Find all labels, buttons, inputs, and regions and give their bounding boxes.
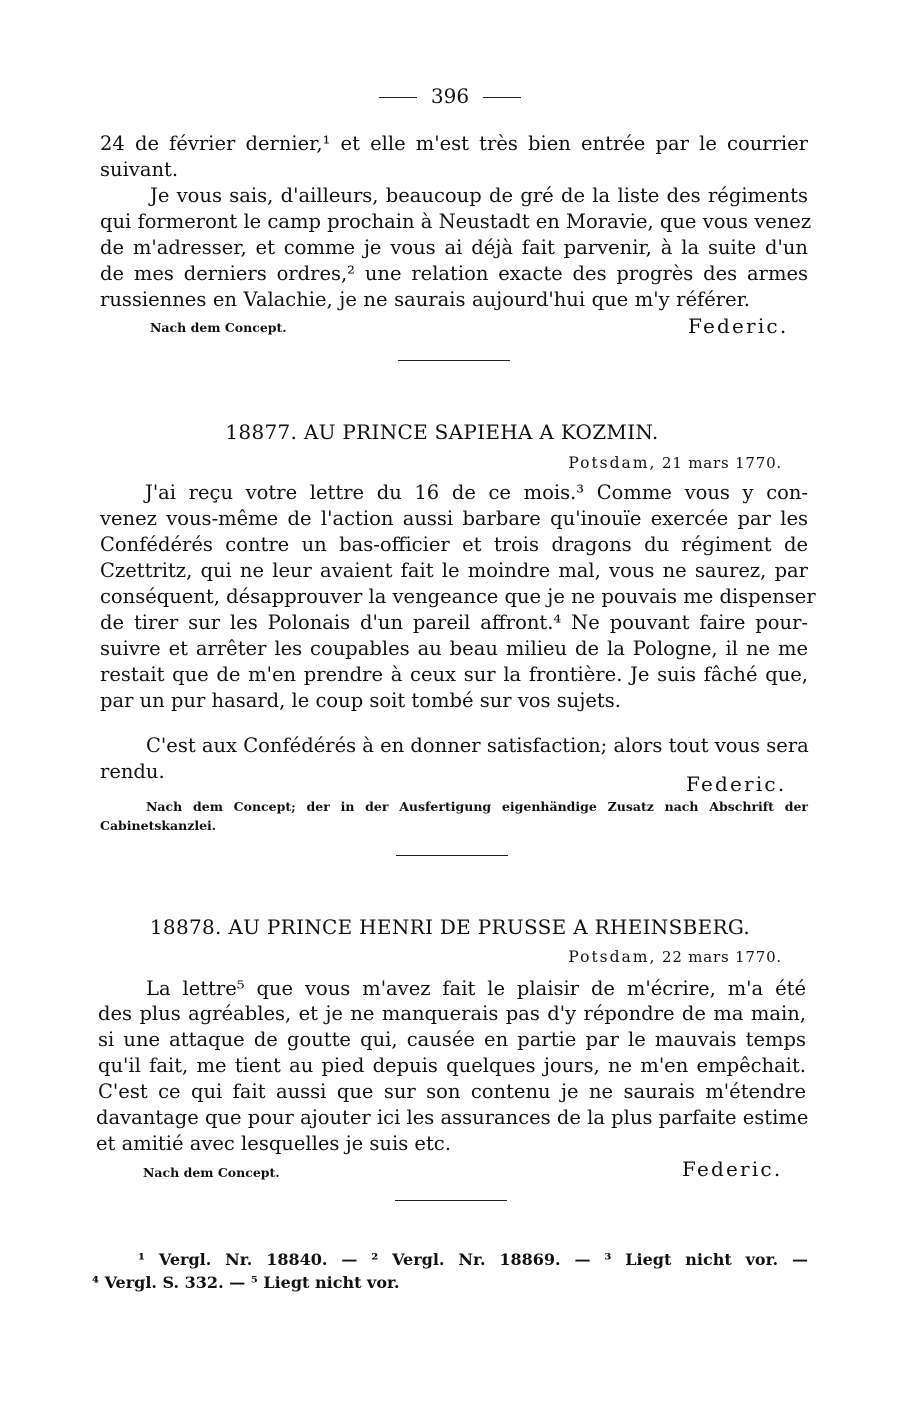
text-line: si une attaque de goutte qui, causée en partie par le mauvais temps [98, 1028, 806, 1051]
footnote-line: ¹ Vergl. Nr. 18840. — ² Vergl. Nr. 18869. — ³ Liegt nicht vor. — [138, 1250, 808, 1269]
text-line: de mes derniers ordres,² une relation exacte des progrès des armes [100, 262, 808, 285]
section-divider [398, 360, 510, 361]
text-line: et amitié avec lesquelles je suis etc. [96, 1132, 451, 1155]
text-line: restait que de m'en prendre à ceux sur la frontière. Je suis fâché que, [100, 663, 808, 686]
text-line: russiennes en Valachie, je ne saurais aujourd'hui que m'y référer. [100, 288, 750, 311]
text-line: venez vous-même de l'action aussi barbare qu'inouïe exercée par les [100, 507, 808, 530]
text-line: qui formeront le camp prochain à Neustadt en Moravie, que vous venez [100, 210, 812, 233]
signature: Federic. [688, 314, 789, 338]
signature: Federic. [686, 772, 787, 796]
text-line: de m'adresser, et comme je vous ai déjà fait parvenir, à la suite d'un [100, 236, 808, 259]
text-line: Czettritz, qui ne leur avaient fait le moindre mal, vous ne saurez, par [100, 559, 808, 582]
text-line: davantage que pour ajouter ici les assurances de la plus parfaite estime [96, 1106, 809, 1129]
letter-heading: 18877. AU PRINCE SAPIEHA A KOZMIN. [225, 420, 659, 444]
text-line: de tirer sur les Polonais d'un pareil affront.⁴ Ne pouvant faire pour- [100, 611, 808, 634]
text-line: suivre et arrêter les coupables au beau milieu de la Pologne, il ne me [100, 637, 808, 660]
text-line: conséquent, désapprouver la vengeance que je ne pouvais me dispenser [100, 585, 816, 608]
source-note: Nach dem Concept. [143, 1165, 280, 1180]
text-line: par un pur hasard, le coup soit tombé sur vos sujets. [100, 689, 621, 712]
dateline: Potsdam, 21 mars 1770. [568, 454, 782, 472]
dash-left [379, 97, 417, 98]
dash-right [483, 97, 521, 98]
text-line: rendu. [100, 760, 165, 783]
letter-heading: 18878. AU PRINCE HENRI DE PRUSSE A RHEINSBERG. [149, 915, 751, 939]
signature: Federic. [682, 1157, 783, 1181]
section-divider [395, 1200, 507, 1201]
text-line: suivant. [100, 158, 179, 181]
source-note: Nach dem Concept; der in der Ausfertigung eigenhändige Zusatz nach Abschrift der [146, 799, 808, 814]
page-number: 396 [0, 84, 900, 108]
text-line: C'est ce qui fait aussi que sur son contenu je ne saurais m'étendre [98, 1080, 806, 1103]
text-line: Confédérés contre un bas-officier et trois dragons du régiment de [100, 533, 808, 556]
text-line: des plus agréables, et je ne manquerais pas d'y répondre de ma main, [98, 1002, 806, 1025]
section-divider [396, 855, 508, 856]
text-line: qu'il fait, me tient au pied depuis quelques jours, ne m'en empêchait. [98, 1054, 806, 1077]
dateline: Potsdam, 22 mars 1770. [568, 948, 782, 966]
text-line: Je vous sais, d'ailleurs, beaucoup de gré de la liste des régiments [150, 184, 808, 207]
text-line: C'est aux Confédérés à en donner satisfaction; alors tout vous sera [146, 734, 809, 757]
text-line: 24 de février dernier,¹ et elle m'est très bien entrée par le courrier [100, 132, 808, 155]
source-note: Nach dem Concept. [150, 320, 287, 335]
text-line: La lettre⁵ que vous m'avez fait le plaisir de m'écrire, m'a été [146, 977, 806, 1000]
text-line: J'ai reçu votre lettre du 16 de ce mois.³ Comme vous y con- [145, 481, 808, 504]
source-note: Cabinetskanzlei. [100, 818, 217, 833]
footnote-line: ⁴ Vergl. S. 332. — ⁵ Liegt nicht vor. [92, 1273, 400, 1292]
